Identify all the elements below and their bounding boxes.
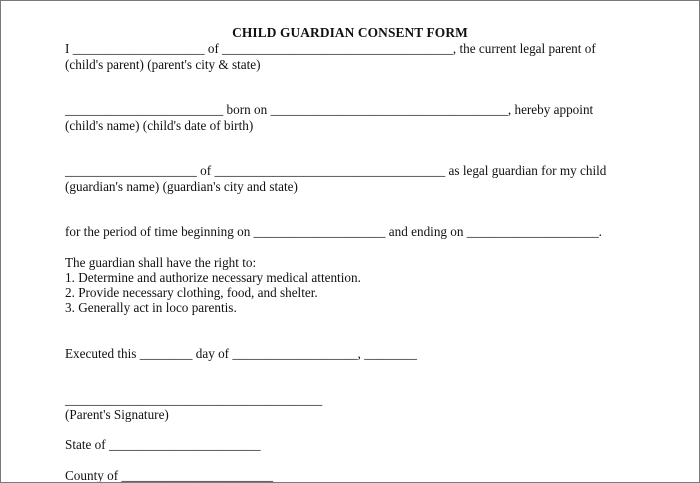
signature-label: (Parent's Signature) [65,407,169,422]
child-field-label: (child's name) (child's date of birth) [65,118,254,133]
guardian-field-label: (guardian's name) (guardian's city and state) [65,179,298,194]
parent-statement-line: I ____________________ of ___________________________________, the current legal parent of [65,41,596,56]
executed-line: Executed this ________ day of ___________________, ________ [65,346,417,361]
form-title: CHILD GUARDIAN CONSENT FORM [232,25,468,40]
signature-line: _______________________________________ [65,392,323,407]
guardian-line: ____________________ of ___________________________________ as legal guardian for my child [65,163,607,178]
right-item: 3. Generally act in loco parentis. [65,300,237,315]
child-appoint-line: ________________________ born on ____________________________________, hereby appoint [65,102,594,117]
rights-intro: The guardian shall have the right to: [65,255,257,270]
right-item: 1. Determine and authorize necessary medical attention. [65,270,361,285]
state-line: State of _______________________ [65,437,261,452]
period-line: for the period of time beginning on ____________________ and ending on ____________________. [65,224,602,239]
county-line: County of _______________________ [65,468,274,483]
parent-field-label: (child's parent) (parent's city & state) [65,57,261,72]
right-item: 2. Provide necessary clothing, food, and shelter. [65,285,318,300]
